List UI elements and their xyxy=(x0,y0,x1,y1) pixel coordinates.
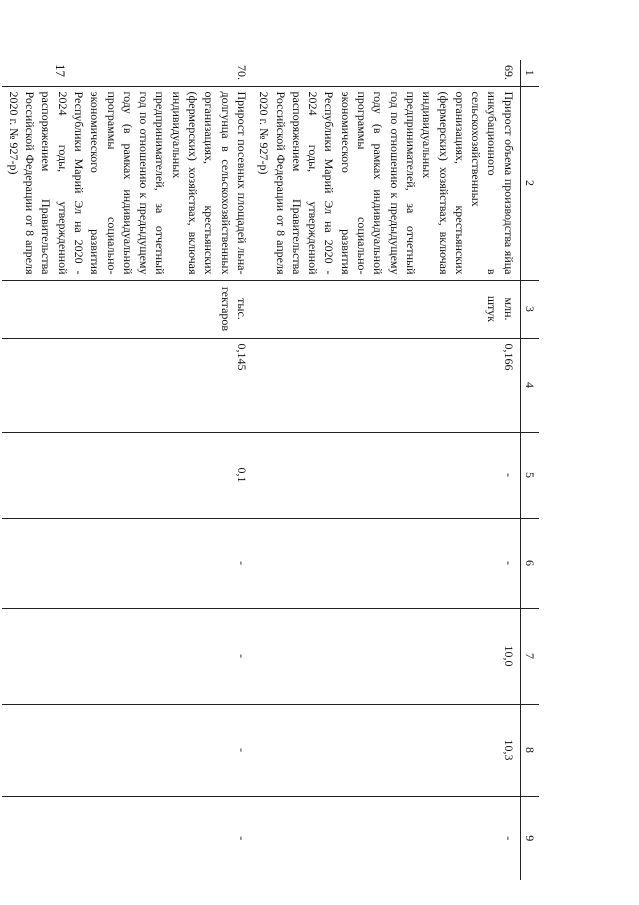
header-cell: 2 xyxy=(520,86,539,280)
unit-of-measure: млн. штук xyxy=(253,280,520,338)
value-col-9: - xyxy=(3,796,253,880)
table-row xyxy=(253,60,520,880)
header-cell: 5 xyxy=(520,432,539,518)
value-col-9: - xyxy=(253,796,520,880)
header-cell: 9 xyxy=(520,796,539,880)
value-col-7: 10,0 xyxy=(253,608,520,704)
row-number: 69. xyxy=(501,65,516,80)
table-row xyxy=(3,60,253,880)
unit-of-measure: тыс. гектаров xyxy=(3,280,253,338)
value-col-4: 0,166 xyxy=(253,338,520,432)
page-number: 17 xyxy=(53,64,68,77)
value-col-8: 10,3 xyxy=(253,704,520,796)
header-cell: 3 xyxy=(520,280,539,338)
header-cell: 4 xyxy=(520,338,539,432)
header-cell: 8 xyxy=(520,704,539,796)
indicators-table xyxy=(3,60,540,880)
value-col-8: - xyxy=(3,704,253,796)
row-number: 70. xyxy=(234,65,249,80)
indicator-description: Прирост объема производства яйца инкубационного в сельскохозяйственных организациях, крестьянских (фермерских) хозяйствах, включая индивидуальных предпринимателей, за отчетный год по отношению к предыдущему году (в рамках индивидуальной программы социально-экономического развития Республики Марий Эл на 2020 - 2024 годы, утвержденной распоряжением Правительства Российской Федерации от 8 апреля 2020 г. № 927-р) xyxy=(253,86,520,280)
value-col-7: - xyxy=(3,608,253,704)
value-col-4: 0,145 xyxy=(3,338,253,432)
header-cell: 1 xyxy=(520,60,539,86)
value-col-6: - xyxy=(253,518,520,608)
header-cell: 6 xyxy=(520,518,539,608)
table-header-row xyxy=(520,60,539,880)
value-col-6: - xyxy=(3,518,253,608)
indicator-description: Прирост посевных площадей льна-долгунца в сельскохозяйственных организациях, крестьянских (фермерских) хозяйствах, включая индивидуальных предпринимателей, за отчетный год по отношению к предыдущему году (в рамках индивидуальной программы социально-экономического развития Республики Марий Эл на 2020 - 2024 годы, утвержденной распоряжением Правительства Российской Федерации от 8 апреля 2020 г. № 927-р) xyxy=(3,86,253,280)
value-col-5: 0,1 xyxy=(3,432,253,518)
value-col-5: - xyxy=(253,432,520,518)
header-cell: 7 xyxy=(520,608,539,704)
